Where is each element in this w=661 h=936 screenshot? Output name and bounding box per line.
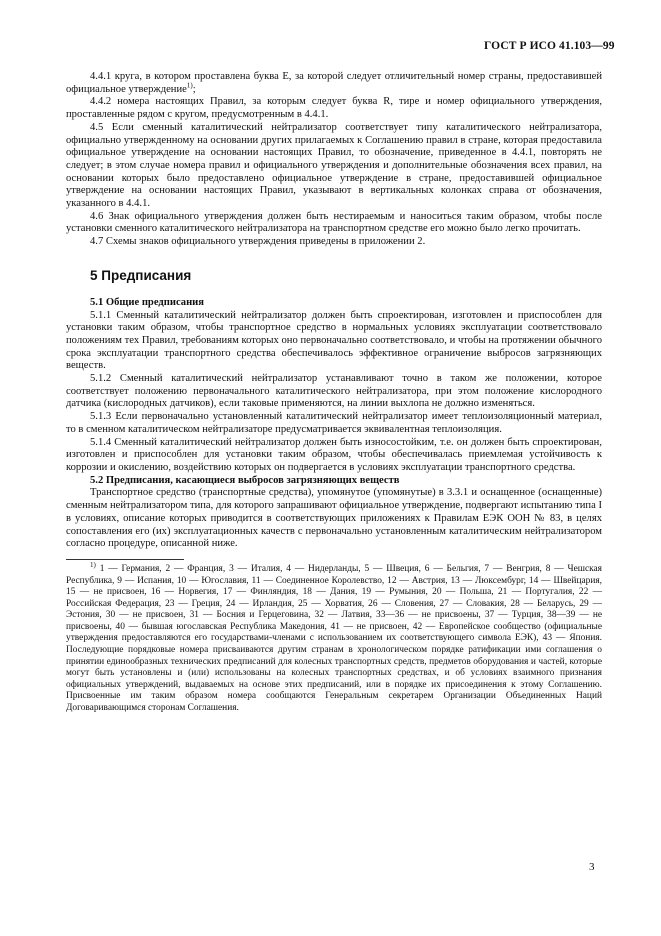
footnote-text: 1 — Германия, 2 — Франция, 3 — Италия, 4 — Нидерланды, 5 — Швеция, 6 — Бельгия, 7 — Венгрия, 8 — Чешская Республика, 9 — Испания, 10 — Югославия, 11 — Соединенное Королевство, 12 — Австрия, 13 — Люксембург, 14 — Швейцария, 15 — не присвоен, 16 — Норвегия, 17 — Финляндия, 18 — Дания, 19 — Румыния, 20 — Польша, 21 — Португалия, 22 — Российская Федерация, 23 — Греция, 24 — Ирландия, 25 — Хорватия, 26 — Словения, 27 — Словакия, 28 — Беларусь, 29 — Эстония, 30 — не присвоен, 31 — Босния и Герцеговина, 32 — Латвия, 33—36 — не присвоены, 37 — Турция, 38—39 — не присвоены, 40 — бывшая югославская Республика Македония, 41 — не присвоен, 42 — Европейское сообщество (официальные утверждения предоставляются его государствами-членами с использованием их соответствующего символа ЕЭК), 43 — Япония. Последующие порядковые номера присваиваются другим странам в хронологическом порядке ратификации ими соглашения о принятии единообразных технических предписаний для колесных транспортных средств, предметов оборудования и частей, которые могут быть установлены и (или) использованы на колесных транспортных средствах, и об условиях взаимного признания официальных утверждений, выдаваемых на основе этих предписаний, или в порядке их присоединения к этому Соглашению. Присвоенные им таким образом номера сообщаются Генеральным секретарем Организации Объединенных Наций Договаривающимся сторонам Соглашения.: [66, 563, 602, 714]
subsection-5-2-title: 5.2 Предписания, касающиеся выбросов загрязняющих веществ: [90, 474, 400, 486]
standard-header: ГОСТ Р ИСО 41.103—99: [484, 40, 615, 52]
footnote-divider: [66, 559, 184, 560]
paragraph-5-1-3: 5.1.3 Если первоначально установленный каталитический нейтрализатор имеет теплоизоляционный материал, то в сменном каталитическом нейтрализаторе предусматривается эквивалентная теплоизоляция.: [66, 411, 602, 435]
subsection-5-1-title: 5.1 Общие предписания: [90, 296, 205, 308]
paragraph-4-6: 4.6 Знак официального утверждения должен быть нестираемым и наноситься таким образом, чтобы после установки сменного каталитического нейтрализатора на транспортном средстве его можно было легко прочитать.: [66, 210, 602, 235]
footnote-ref: 1): [186, 81, 193, 90]
footnote: [66, 560, 602, 715]
paragraph-5-2: Транспортное средство (транспортные средства), упомянутое (упомянутые) в 3.3.1 и оснащенное (оснащенные) сменным нейтрализатором типа, для которого запрашивают официальное утверждение, подвергают испытанию типа I в условиях, описание которых приводится в соответствующих приложениях к Правилам ЕЭК ООН № 83, в целях сопоставления его (их) эксплуатационных качеств с первоначально установленным каталитическим нейтрализатором согласно процедуре, описанной ниже.: [66, 487, 602, 550]
section-5-title: 5 Предписания: [90, 267, 192, 283]
paragraph-4-7: 4.7 Схемы знаков официального утверждения приведены в приложении 2.: [90, 236, 426, 248]
paragraph-4-4-1-tail: ;: [192, 83, 196, 95]
paragraph-4-4-2: 4.4.2 номера настоящих Правил, за которым следует буква R, тире и номер официального утверждения, проставленные рядом с кругом, предусмотренным в 4.4.1.: [66, 96, 602, 121]
paragraph-5-1-4: 5.1.4 Сменный каталитический нейтрализатор должен быть износостойким, т.е. он должен быть спроектирован, изготовлен и приспособлен для установки таким образом, чтобы обеспечивалась приемлемая устойчивость к коррозии и окислению, воздействию которых он подвергается в условиях эксплуатации транспортного средства.: [66, 436, 602, 473]
page-number: 3: [589, 861, 595, 873]
paragraph-5-1-1: 5.1.1 Сменный каталитический нейтрализатор должен быть спроектирован, изготовлен и приспособлен для установки таким образом, чтобы транспортное средство в нормальных условиях эксплуатации соответствовало положениям тех Правил, требованиям которых оно первоначально соответствовало, и чтобы на протяжении обычного срока эксплуатации транспортного средства обеспечивалось эффективное ограничение выбросов загрязняющих веществ.: [66, 309, 602, 372]
document-body: [66, 71, 602, 715]
paragraph-4-5: 4.5 Если сменный каталитический нейтрализатор соответствует типу каталитического нейтрализатора, официально утвержденному на основании других прилагаемых к Соглашению правил в стране, которая предоставила официальное утверждение на основании настоящих Правил, то обозначение, приведенное в 4.4.1, повторять не следует; в этом случае номера правил и официального утверждения и дополнительные обозначения всех правил, на основании которых было предоставлено официальное утверждение в стране, предоставившей официальное утверждение на основании настоящих Правил, указывают в вертикальных колонках справа от обозначения, указанного в 4.4.1.: [66, 121, 602, 210]
paragraph-5-1-2: 5.1.2 Сменный каталитический нейтрализатор устанавливают точно в таком же положении, которое соответствует положению первоначального каталитического нейтрализатора, при этом положение кислородного датчика (кислородных датчиков), если таковые применяются, на линии выхлопа не должно изменяться.: [66, 373, 602, 410]
paragraph-4-4-1: [66, 71, 602, 96]
paragraph-4-4-1-text: 4.4.1 круга, в котором проставлена буква E, за которой следует отличительный номер страны, предоставившей официальное утверждение: [66, 71, 602, 95]
footnote-marker: 1): [90, 560, 96, 569]
